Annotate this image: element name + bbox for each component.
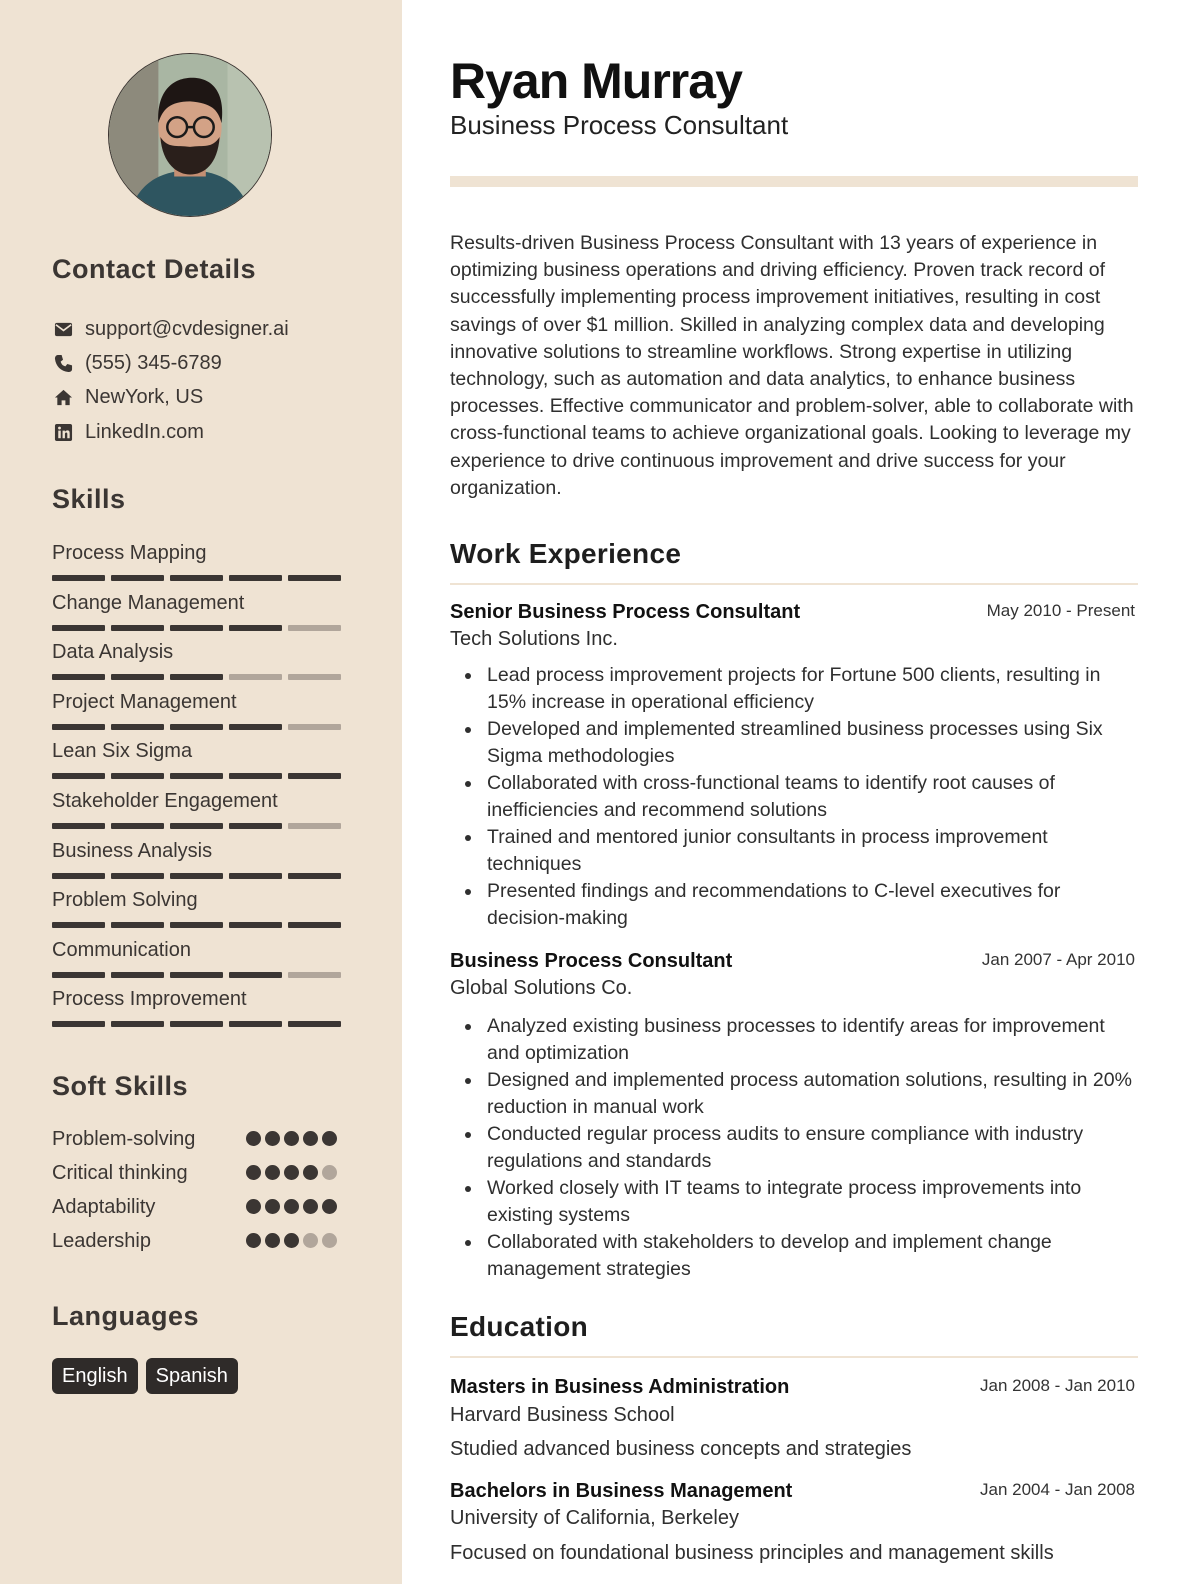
skill-level-segment xyxy=(111,823,164,829)
soft-skills-heading: Soft Skills xyxy=(52,1071,189,1101)
avatar xyxy=(108,53,272,217)
edu-description: Focused on foundational business principles and management skills xyxy=(450,1542,1054,1564)
work-experience-heading: Work Experience xyxy=(450,538,682,569)
skill-level-segment xyxy=(288,674,341,680)
skill-level-bar xyxy=(52,873,352,879)
rating-dot xyxy=(265,1199,280,1214)
skill-level-bar xyxy=(52,625,352,631)
envelope-icon xyxy=(52,318,74,340)
rating-dot xyxy=(322,1199,337,1214)
skill-level-segment xyxy=(111,1021,164,1027)
skill-level-segment xyxy=(288,972,341,978)
skill-level-segment xyxy=(52,1021,105,1027)
skill-item xyxy=(52,639,352,680)
job-bullet: Conducted regular process audits to ensure compliance with industry regulations and standards xyxy=(450,1121,1140,1175)
language-badge: Spanish xyxy=(146,1358,238,1394)
header-divider xyxy=(450,176,1138,187)
skill-level-segment xyxy=(52,773,105,779)
skill-level-bar xyxy=(52,972,352,978)
job-bullet: Worked closely with IT teams to integrate process improvements into existing systems xyxy=(450,1175,1140,1229)
skill-item xyxy=(52,540,352,581)
section-divider xyxy=(450,1356,1138,1358)
languages-list xyxy=(52,1358,238,1394)
skill-level-bar xyxy=(52,922,352,928)
skill-level-segment xyxy=(52,823,105,829)
skill-level-bar xyxy=(52,575,352,581)
job-title: Business Process Consultant xyxy=(450,950,733,972)
skill-level-segment xyxy=(111,674,164,680)
skill-label: Business Analysis xyxy=(52,840,213,862)
skill-label: Data Analysis xyxy=(52,641,174,663)
soft-skill-label: Critical thinking xyxy=(52,1162,188,1184)
skill-level-segment xyxy=(170,773,223,779)
skill-level-segment xyxy=(170,972,223,978)
skill-level-segment xyxy=(229,625,282,631)
skill-level-bar xyxy=(52,823,352,829)
skill-level-segment xyxy=(288,625,341,631)
rating-dot xyxy=(265,1165,280,1180)
skill-level-segment xyxy=(170,1021,223,1027)
soft-skill-rating xyxy=(246,1199,337,1214)
main-content xyxy=(402,0,1200,1584)
phone-icon xyxy=(52,352,74,374)
skill-item xyxy=(52,590,352,631)
skill-level-bar xyxy=(52,724,352,730)
skill-level-segment xyxy=(229,873,282,879)
skill-level-bar xyxy=(52,674,352,680)
skill-level-segment xyxy=(229,674,282,680)
contact-location xyxy=(52,384,372,410)
avatar-photo xyxy=(109,54,271,216)
edu-school: University of California, Berkeley xyxy=(450,1507,739,1529)
contact-email[interactable] xyxy=(52,316,372,342)
skill-level-segment xyxy=(111,724,164,730)
language-badge: English xyxy=(52,1358,138,1394)
rating-dot xyxy=(303,1131,318,1146)
skill-label: Process Mapping xyxy=(52,542,207,564)
job-bullets xyxy=(450,1013,1140,1283)
job-bullet: Presented findings and recommendations to C-level executives for decision-making xyxy=(450,878,1140,932)
contact-heading: Contact Details xyxy=(52,254,257,284)
edu-description: Studied advanced business concepts and strategies xyxy=(450,1438,912,1460)
skill-level-segment xyxy=(288,575,341,581)
edu-date: Jan 2004 - Jan 2008 xyxy=(979,1480,1135,1499)
summary: Results-driven Business Process Consultant with 13 years of experience in optimizing business operations and driving efficiency. Proven track record of successfully implementing process improvement initiatives, resulting in cost savings of over $1 million. Skilled in analyzing complex data and developing innovative solutions to streamline workflows. Strong expertise in utilizing technology, such as automation and data analytics, to enhance business processes. Effective communicator and problem-solver, able to collaborate with cross-functional teams to achieve organizational goals. Looking to leverage my experience to drive continuous improvement and drive success for your organization. xyxy=(450,232,1134,499)
skill-label: Lean Six Sigma xyxy=(52,740,193,762)
rating-dot xyxy=(284,1131,299,1146)
skill-label: Problem Solving xyxy=(52,889,198,911)
skill-level-segment xyxy=(111,625,164,631)
job-bullet: Developed and implemented streamlined business processes using Six Sigma methodologies xyxy=(450,716,1140,770)
job-date: May 2010 - Present xyxy=(986,601,1135,620)
skill-level-segment xyxy=(288,1021,341,1027)
skill-level-segment xyxy=(52,724,105,730)
skill-level-segment xyxy=(229,972,282,978)
skill-level-segment xyxy=(52,674,105,680)
soft-skill-rating xyxy=(246,1131,337,1146)
skill-level-segment xyxy=(288,922,341,928)
contact-email-text: support@cvdesigner.ai xyxy=(85,317,289,340)
soft-skill-item xyxy=(52,1160,352,1186)
skill-level-bar xyxy=(52,1021,352,1027)
edu-date: Jan 2008 - Jan 2010 xyxy=(979,1376,1135,1395)
skill-item xyxy=(52,788,352,829)
job-bullet: Collaborated with cross-functional teams to identify root causes of inefficiencies and recommend solutions xyxy=(450,770,1140,824)
skill-level-segment xyxy=(52,972,105,978)
skills-heading: Skills xyxy=(52,484,126,514)
job-title: Senior Business Process Consultant xyxy=(450,601,801,623)
contact-linkedin[interactable] xyxy=(52,419,372,445)
skill-level-segment xyxy=(229,575,282,581)
job-company: Global Solutions Co. xyxy=(450,977,633,999)
rating-dot xyxy=(303,1233,318,1248)
skill-level-segment xyxy=(229,1021,282,1027)
soft-skill-item xyxy=(52,1228,352,1254)
rating-dot xyxy=(303,1199,318,1214)
job-bullet: Trained and mentored junior consultants in process improvement techniques xyxy=(450,824,1140,878)
skill-level-segment xyxy=(288,823,341,829)
skill-level-segment xyxy=(170,674,223,680)
edu-degree: Bachelors in Business Management xyxy=(450,1480,793,1502)
skill-level-segment xyxy=(288,873,341,879)
skill-level-segment xyxy=(111,922,164,928)
section-divider xyxy=(450,583,1138,585)
skill-level-segment xyxy=(52,873,105,879)
skill-level-segment xyxy=(111,575,164,581)
edu-degree: Masters in Business Administration xyxy=(450,1376,790,1398)
soft-skill-rating xyxy=(246,1165,337,1180)
job-date: Jan 2007 - Apr 2010 xyxy=(981,950,1135,969)
rating-dot xyxy=(303,1165,318,1180)
edu-school: Harvard Business School xyxy=(450,1404,675,1426)
candidate-title: Business Process Consultant xyxy=(450,110,789,140)
skill-level-segment xyxy=(111,873,164,879)
sidebar xyxy=(0,0,402,1584)
job-bullet: Lead process improvement projects for Fortune 500 clients, resulting in 15% increase in operational efficiency xyxy=(450,662,1140,716)
skill-label: Communication xyxy=(52,939,191,961)
skill-level-segment xyxy=(229,823,282,829)
skill-level-segment xyxy=(170,873,223,879)
rating-dot xyxy=(322,1233,337,1248)
job-bullet: Collaborated with stakeholders to develop and implement change management strategies xyxy=(450,1229,1140,1283)
rating-dot xyxy=(265,1131,280,1146)
skill-level-segment xyxy=(288,724,341,730)
skill-label: Stakeholder Engagement xyxy=(52,790,278,812)
linkedin-icon xyxy=(52,421,74,443)
job-bullets xyxy=(450,662,1140,932)
skill-level-segment xyxy=(111,773,164,779)
rating-dot xyxy=(322,1131,337,1146)
skill-item xyxy=(52,887,352,928)
contact-location-text: NewYork, US xyxy=(85,385,204,408)
skill-level-segment xyxy=(229,773,282,779)
rating-dot xyxy=(246,1233,261,1248)
candidate-name: Ryan Murray xyxy=(450,53,742,109)
contact-phone-text: (555) 345-6789 xyxy=(85,351,222,374)
skill-item xyxy=(52,689,352,730)
rating-dot xyxy=(322,1165,337,1180)
skill-level-segment xyxy=(170,575,223,581)
skill-level-segment xyxy=(170,625,223,631)
skill-level-segment xyxy=(229,922,282,928)
skill-level-segment xyxy=(170,922,223,928)
soft-skill-label: Problem-solving xyxy=(52,1128,196,1150)
soft-skill-rating xyxy=(246,1233,337,1248)
soft-skill-item xyxy=(52,1194,352,1220)
rating-dot xyxy=(284,1199,299,1214)
job-company: Tech Solutions Inc. xyxy=(450,628,618,650)
contact-linkedin-text: LinkedIn.com xyxy=(85,420,204,443)
rating-dot xyxy=(246,1131,261,1146)
skill-level-segment xyxy=(52,575,105,581)
contact-phone[interactable] xyxy=(52,350,372,376)
soft-skill-label: Leadership xyxy=(52,1230,151,1252)
skill-level-segment xyxy=(52,922,105,928)
soft-skill-item xyxy=(52,1126,352,1152)
skill-level-bar xyxy=(52,773,352,779)
rating-dot xyxy=(284,1165,299,1180)
skill-level-segment xyxy=(229,724,282,730)
skill-item xyxy=(52,738,352,779)
skill-level-segment xyxy=(288,773,341,779)
skill-level-segment xyxy=(170,724,223,730)
home-icon xyxy=(52,386,74,408)
skill-item xyxy=(52,838,352,879)
skill-label: Change Management xyxy=(52,592,245,614)
skill-label: Process Improvement xyxy=(52,988,247,1010)
rating-dot xyxy=(265,1233,280,1248)
skill-level-segment xyxy=(52,625,105,631)
skill-level-segment xyxy=(111,972,164,978)
education-heading: Education xyxy=(450,1311,589,1342)
skill-item xyxy=(52,937,352,978)
rating-dot xyxy=(246,1165,261,1180)
skill-item xyxy=(52,986,352,1027)
rating-dot xyxy=(246,1199,261,1214)
skill-label: Project Management xyxy=(52,691,237,713)
skill-level-segment xyxy=(170,823,223,829)
job-bullet: Designed and implemented process automation solutions, resulting in 20% reduction in manual work xyxy=(450,1067,1140,1121)
rating-dot xyxy=(284,1233,299,1248)
soft-skill-label: Adaptability xyxy=(52,1196,156,1218)
languages-heading: Languages xyxy=(52,1301,200,1331)
job-bullet: Analyzed existing business processes to identify areas for improvement and optimization xyxy=(450,1013,1140,1067)
